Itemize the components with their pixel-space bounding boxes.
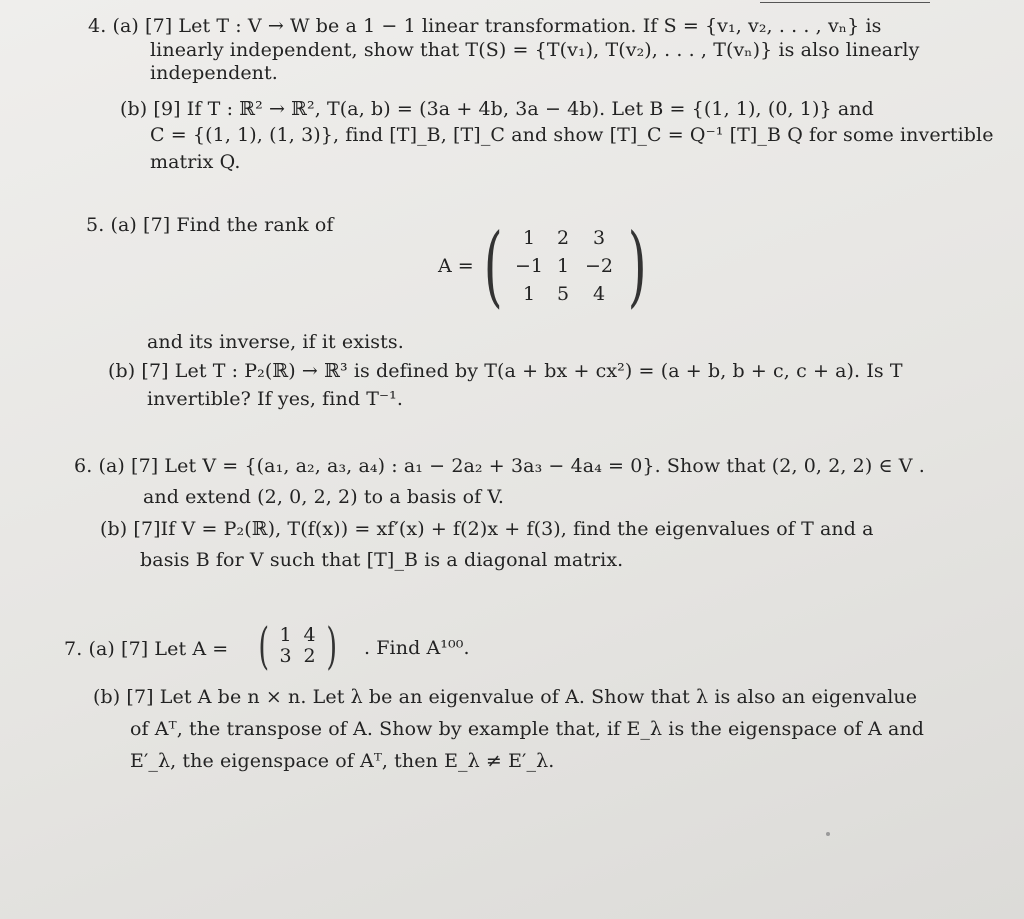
p5-a-intro: 5. (a) [7] Find the rank of xyxy=(86,214,334,236)
matrix-cell: −1 xyxy=(515,255,544,277)
p4-a-line-2: linearly independent, show that T(S) = {T(v₁), T(v₂), . . . , T(vₙ)} is also linearly xyxy=(150,39,920,61)
matrix-cell: 2 xyxy=(303,645,316,667)
p7-matrix-A xyxy=(254,617,341,675)
left-paren: ( xyxy=(483,214,503,317)
p7-b-line-3: E′_λ, the eigenspace of Aᵀ, then E_λ ≠ E′_λ. xyxy=(130,750,555,772)
p7-a-outro: . Find A¹⁰⁰. xyxy=(364,637,470,659)
matrix-cell: 3 xyxy=(279,645,292,667)
matrix-cell: 1 xyxy=(522,283,536,305)
p6-a-line-2: and extend (2, 0, 2, 2) to a basis of V. xyxy=(143,486,505,508)
p7-matrix-entries xyxy=(274,625,322,667)
p5-matrix-label: A = xyxy=(438,255,474,277)
matrix-cell: 1 xyxy=(556,255,570,277)
p7-b-line-1: (b) [7] Let A be n × n. Let λ be an eigenvalue of A. Show that λ is also an eigenvalue xyxy=(93,686,918,708)
matrix-cell: 5 xyxy=(556,283,570,305)
p7-a-intro: 7. (a) [7] Let A = xyxy=(64,638,229,660)
top-rule xyxy=(760,2,930,3)
p6-b-line-2: basis B for V such that [T]_B is a diagonal matrix. xyxy=(140,549,624,571)
p5-matrix-entries xyxy=(510,225,620,307)
p7-b-line-2: of Aᵀ, the transpose of A. Show by example that, if E_λ is the eigenspace of A and xyxy=(130,718,925,740)
p6-b-line-1: (b) [7]If V = P₂(ℝ), T(f(x)) = xf′(x) + f(2)x + f(3), find the eigenvalues of T and a xyxy=(100,518,874,540)
p4-b-line-1: (b) [9] If T : ℝ² → ℝ², T(a, b) = (3a + 4b, 3a − 4b). Let B = {(1, 1), (0, 1)} and xyxy=(120,98,874,120)
p6-a-line-1: 6. (a) [7] Let V = {(a₁, a₂, a₃, a₄) : a₁ − 2a₂ + 3a₃ − 4a₄ = 0}. Show that (2, 0, 2, 2) ∈ V . xyxy=(74,455,925,477)
p5-b-line-2: invertible? If yes, find T⁻¹. xyxy=(147,388,403,410)
p5-b-line-1: (b) [7] Let T : P₂(ℝ) → ℝ³ is defined by T(a + bx + cx²) = (a + b, b + c, c + a). Is T xyxy=(108,360,903,382)
matrix-cell: 4 xyxy=(303,624,316,646)
p4-b-line-3: matrix Q. xyxy=(150,151,241,173)
right-paren: ) xyxy=(627,214,647,317)
left-paren: ( xyxy=(258,617,270,675)
matrix-cell: 1 xyxy=(279,624,292,646)
matrix-cell: 4 xyxy=(592,283,606,305)
matrix-cell: −2 xyxy=(585,255,614,277)
p4-b-line-2: C = {(1, 1), (1, 3)}, find [T]_B, [T]_C and show [T]_C = Q⁻¹ [T]_B Q for some invertible xyxy=(150,124,994,146)
p5-a-outro: and its inverse, if it exists. xyxy=(147,331,404,353)
p4-a-line-1: 4. (a) [7] Let T : V → W be a 1 − 1 linear transformation. If S = {v₁, v₂, . . . , vₙ} is xyxy=(88,15,882,37)
paper-speck xyxy=(826,832,830,836)
matrix-cell: 3 xyxy=(592,227,606,249)
p4-a-line-3: independent. xyxy=(150,62,278,84)
p5-matrix-A xyxy=(438,214,654,317)
right-paren: ) xyxy=(325,617,337,675)
matrix-cell: 1 xyxy=(522,227,536,249)
matrix-cell: 2 xyxy=(556,227,570,249)
